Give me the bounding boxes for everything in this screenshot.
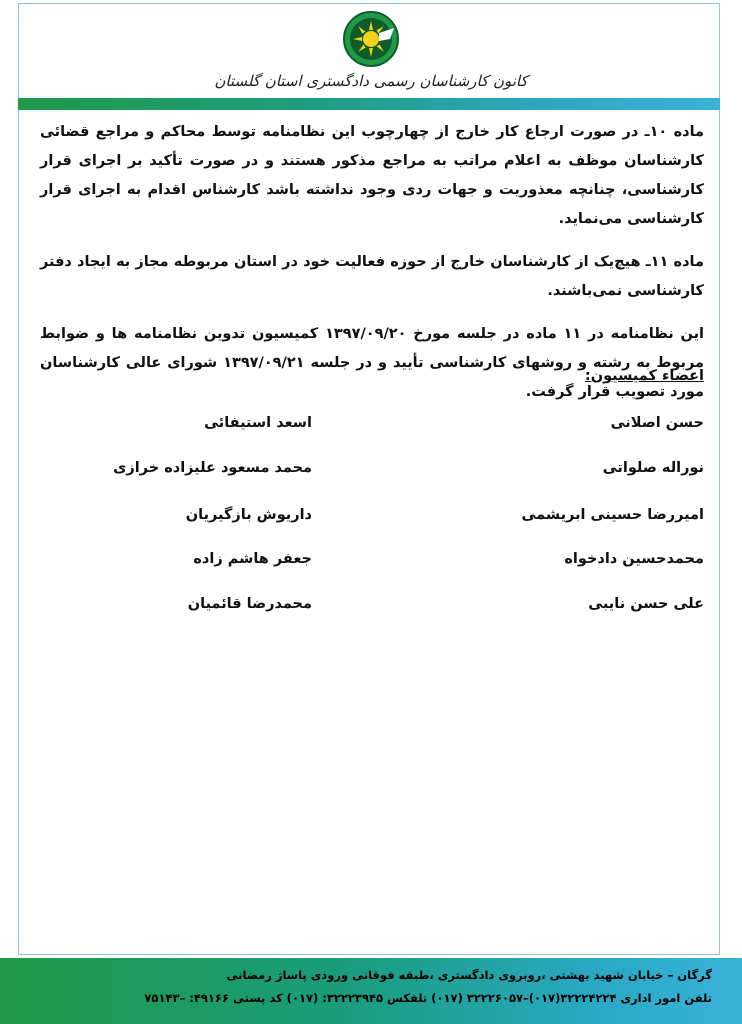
header-bar [18,98,720,110]
approval-paragraph: این نظامنامه در ۱۱ ماده در جلسه مورخ ۱۳۹۷/۰۹/۲۰ کمیسیون تدوین نظامنامه ها و ضوابط مربوط به رشته و روشهای کارشناسی تأیید و در جلسه ۱۳۹۷/۰۹/۲۱ شورای عالی کارشناسان مورد تصویب قرار گرفت. [40,326,704,400]
member-name: نوراله صلواتی [602,460,704,476]
organization-logo-icon [342,10,400,68]
member-name: جعفر هاشم زاده [193,551,312,567]
member-name: حسن اصلانی [610,415,704,431]
member-name: علی حسن نایبی [588,596,704,612]
member-name: محمدرضا قائمیان [187,596,312,612]
header [0,10,742,90]
member-name: اسعد استیفائی [204,415,312,431]
article-11: ماده ۱۱ـ هیچ‌یک از کارشناسان خارج از حوزه فعالیت خود در استان مربوطه مجاز به ایجاد دفتر کارشناسی نمی‌باشند. [40,254,704,299]
footer-address: گرگان – خیابان شهید بهشتی ،روبروی دادگستری ،طبقه فوقانی ورودی پاساژ رمضانی [226,968,712,982]
member-name: امیررضا حسینی ابریشمی [521,507,704,523]
member-name: داریوش بازگیریان [185,507,312,523]
footer [0,958,742,1024]
footer-contact: تلفن امور اداری ۳۲۲۲۴۲۲۴(۰۱۷)–۳۲۲۲۶۰۵۷ (۰۱۷) تلفکس ۳۲۲۲۳۹۴۵: (۰۱۷) کد پستی ۴۹۱۶۶: –۷۵۱۴۳ [144,991,712,1005]
article-10: ماده ۱۰ـ در صورت ارجاع کار خارج از چهارچوب این نظامنامه توسط محاکم و مراجع قضائی کارشناسان موظف به اعلام مراتب به مراجع مذکور هستند و در صورت تأکید بر اجرای قرار کارشناسی، چنانچه معذوریت و جهات ردی وجود نداشته باشد کارشناس اقدام به اجرای قرار کارشناسی می‌نماید. [40,124,704,227]
member-name: محمد مسعود علیزاده خرازی [113,460,312,476]
members-title: اعضاء کمیسیون: [584,368,704,384]
member-name: محمدحسین دادخواه [564,551,704,567]
organization-name: کانون کارشناسان رسمی دادگستری استان گلستان [214,72,528,90]
